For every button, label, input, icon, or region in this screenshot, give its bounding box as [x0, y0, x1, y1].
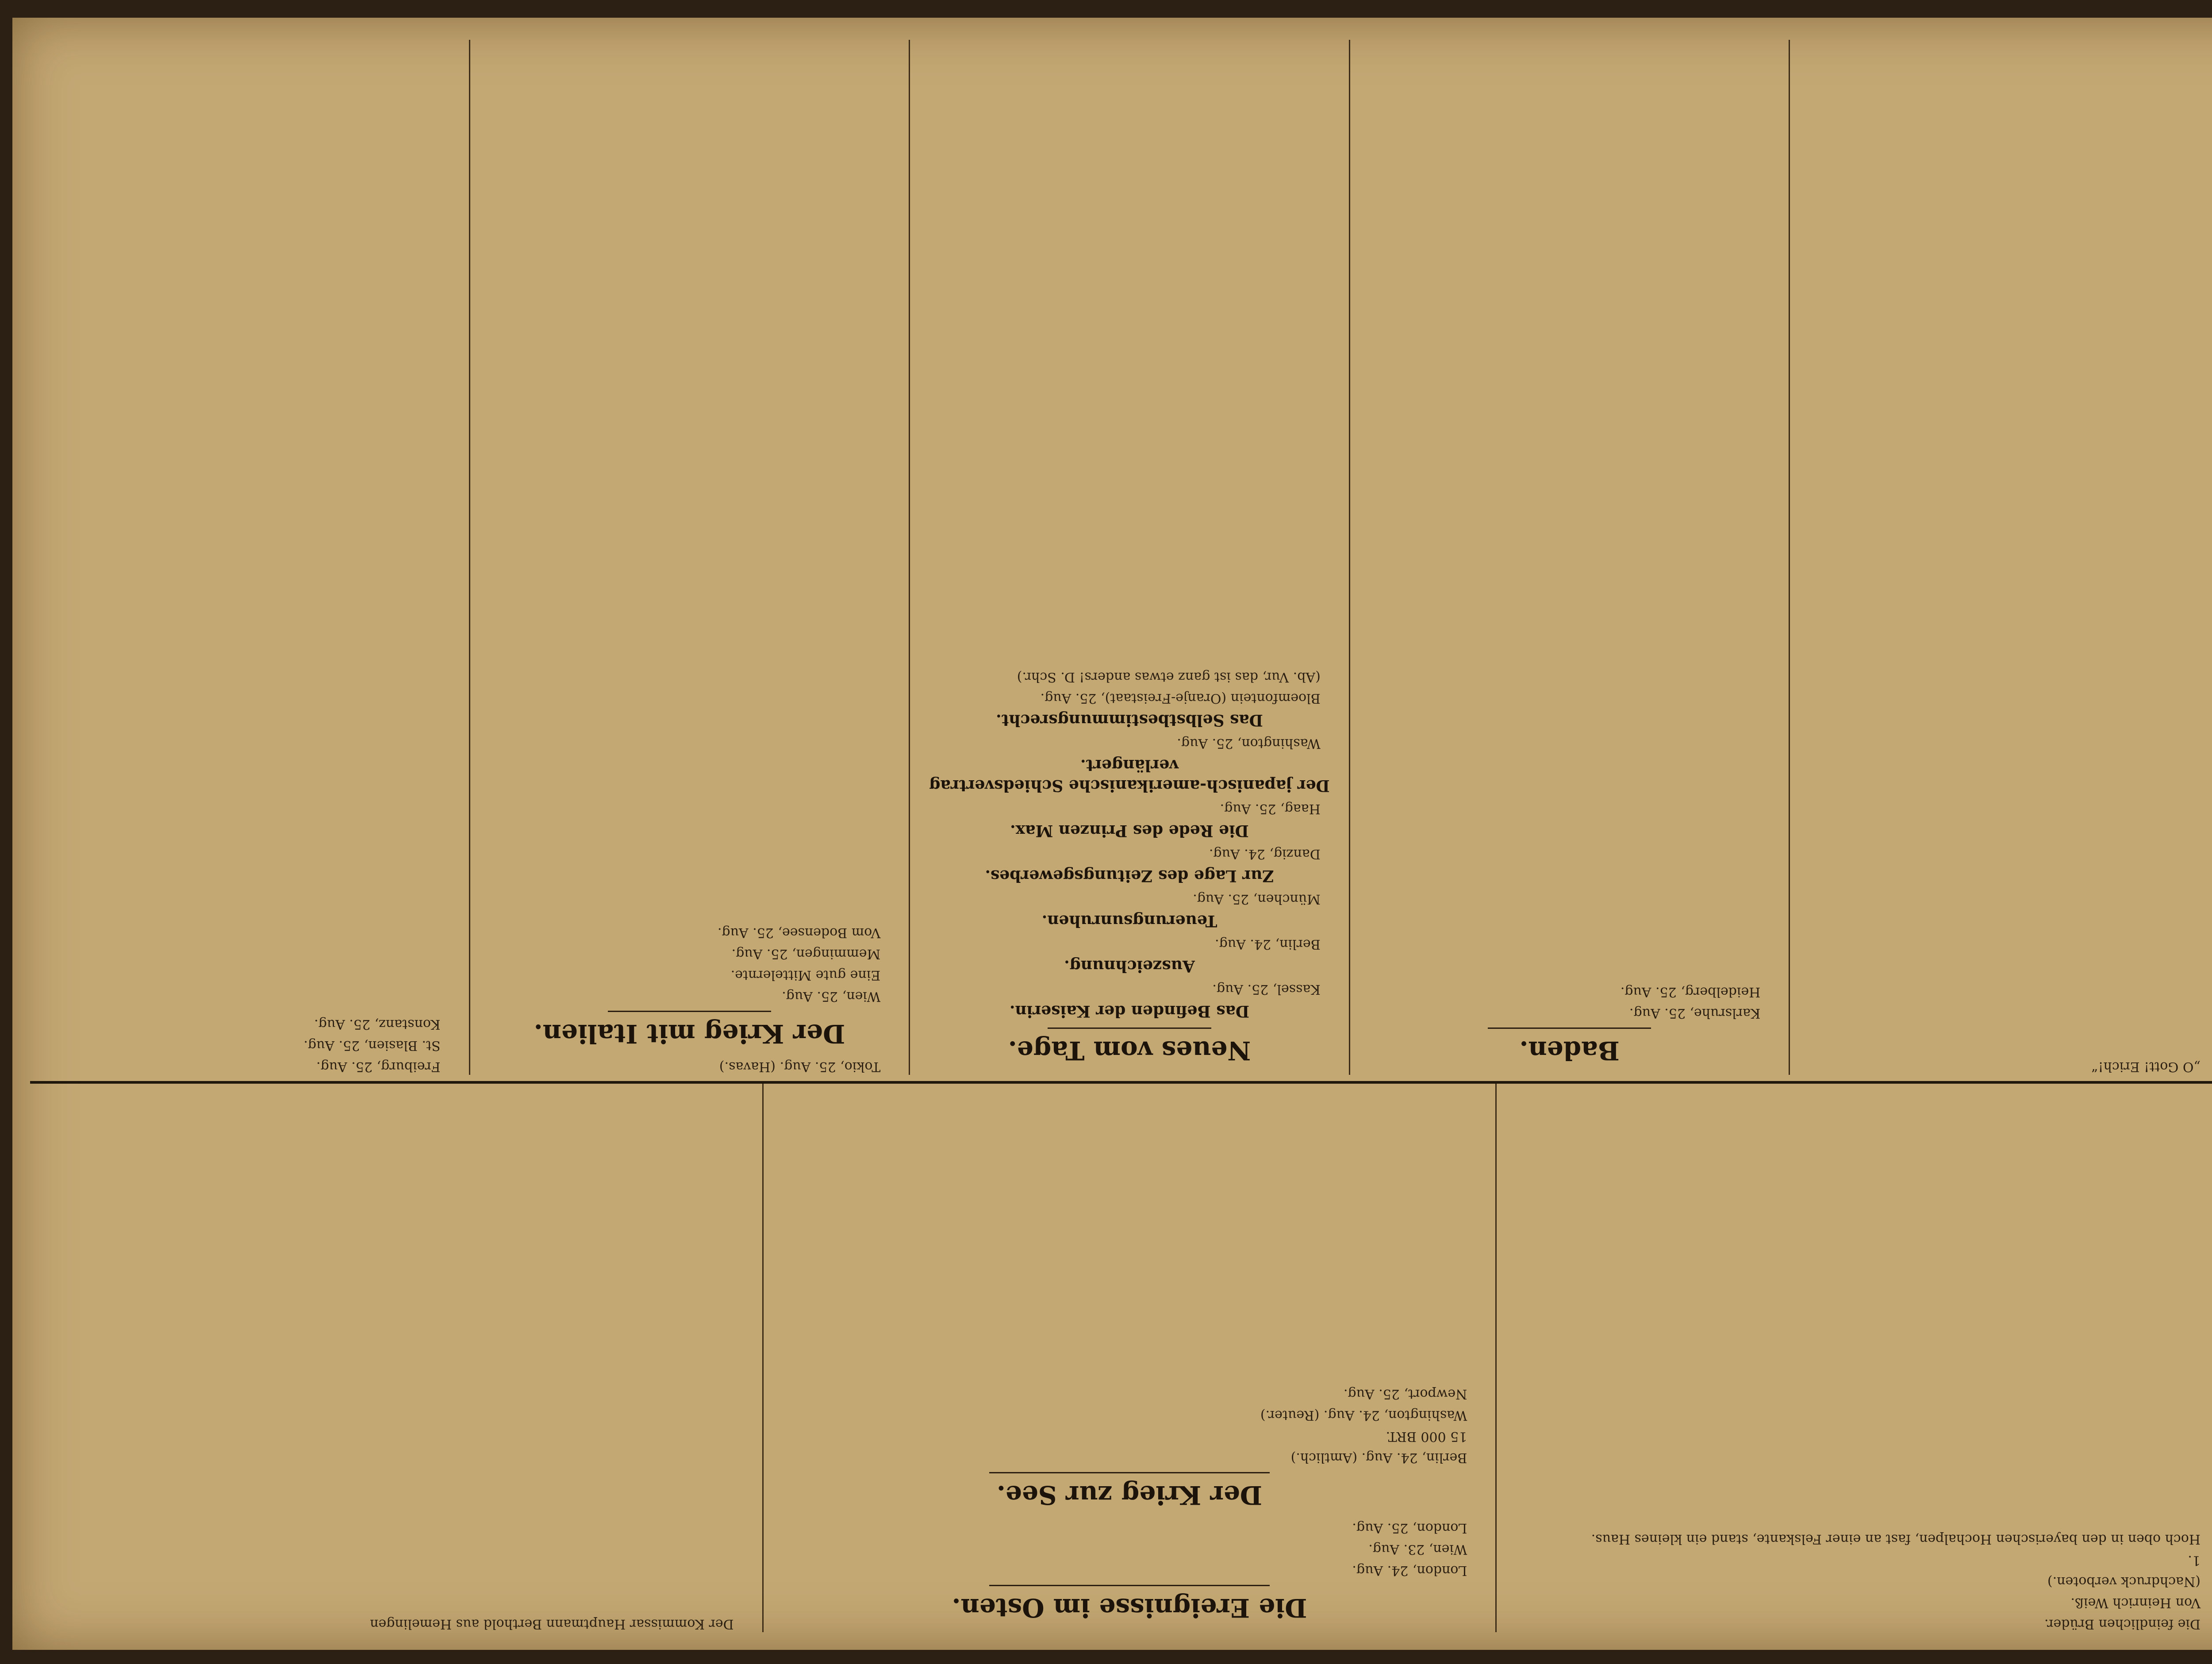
article-paragraph: Vom Bodensee, 25. Aug.	[717, 925, 881, 940]
article-paragraph: Konstanz, 25. Aug.	[314, 1016, 441, 1032]
article-headline: Der Krieg mit Italien.	[534, 1019, 845, 1049]
headline-rule	[1048, 1028, 1211, 1029]
article-paragraph: Hoch oben in den bayerischen Hochalpen, fast an einer Felskante, stand ein kleines Haus.	[1591, 1531, 2200, 1547]
lower-column-4	[469, 40, 909, 1075]
article-paragraph: London, 24. Aug.	[1352, 1563, 1467, 1578]
article-paragraph: Von Heinrich Weiß.	[2070, 1595, 2200, 1610]
article-subheading: Auszeichnung.	[1064, 957, 1195, 975]
article-paragraph: Eine gute Mittelernte.	[730, 967, 881, 983]
article-paragraph: (Ab. Vur, das ist ganz etwas anders! D. Schr.)	[1017, 669, 1321, 685]
headline-rule	[989, 1585, 1270, 1586]
article-subheading: Das Befinden der Kaiserin.	[1009, 1002, 1250, 1020]
article-paragraph: Haag, 25. Aug.	[1220, 801, 1321, 817]
article-paragraph: 15 000 BRT.	[1386, 1429, 1467, 1444]
headline-rule	[989, 1472, 1270, 1473]
article-paragraph: Berlin, 24. Aug. (Amtlich.)	[1290, 1450, 1467, 1465]
article-paragraph: London, 25. Aug.	[1352, 1520, 1467, 1536]
article-paragraph: Freiburg, 25. Aug.	[316, 1059, 441, 1074]
article-paragraph: Wien, 25. Aug.	[782, 989, 881, 1004]
lower-column-2	[1349, 40, 1789, 1075]
article-headline: Neues vom Tage.	[1008, 1035, 1251, 1066]
article-paragraph: Danzig, 24. Aug.	[1209, 846, 1321, 862]
article-paragraph: Heidelberg, 25. Aug.	[1620, 984, 1761, 1000]
lower-column-1	[1789, 40, 2212, 1075]
article-paragraph: Tokio, 25. Aug. (Havas.)	[719, 1059, 881, 1074]
article-paragraph: Der Kommissar Hauptmann Berthold aus Hemelingen	[370, 1616, 734, 1632]
upper-section	[30, 1081, 2212, 1632]
article-subheading: Der japanisch-amerikanische Schiedsvertrag verlängert.	[929, 756, 1330, 795]
article-subheading: Zur Lage des Zeitungsgewerbes.	[985, 867, 1274, 885]
article-paragraph: Washington, 25. Aug.	[1177, 736, 1321, 751]
article-paragraph: Bloemfontein (Oranje-Freistaat), 25. Aug.	[1040, 690, 1321, 706]
rotated-content	[12, 18, 2212, 1650]
article-paragraph: Washington, 24. Aug. (Reuter.)	[1260, 1407, 1467, 1423]
article-paragraph: Die feindlichen Brüder.	[2044, 1616, 2200, 1632]
article-paragraph: (Nachdruck verboten.)	[2047, 1574, 2200, 1589]
article-paragraph: 1.	[2188, 1553, 2200, 1568]
headline-rule	[608, 1011, 771, 1012]
article-paragraph: Wien, 23. Aug.	[1368, 1541, 1467, 1557]
headline-rule	[1488, 1028, 1651, 1029]
article-paragraph: Berlin, 24. Aug.	[1215, 936, 1321, 952]
lower-column-5	[30, 40, 469, 1075]
upper-column-1	[1495, 1084, 2212, 1632]
upper-column-2	[762, 1084, 1496, 1632]
article-paragraph: München, 25. Aug.	[1193, 891, 1321, 907]
article-paragraph: Kassel, 25. Aug.	[1212, 982, 1321, 997]
article-headline: Baden.	[1519, 1035, 1620, 1066]
article-paragraph: St. Blasien, 25. Aug.	[303, 1038, 441, 1053]
upper-column-3	[30, 1084, 762, 1632]
article-paragraph: „O Gott! Erich!“	[2091, 1059, 2200, 1074]
article-headline: Die Ereignisse im Osten.	[952, 1593, 1307, 1623]
lower-column-3	[909, 40, 1349, 1075]
article-headline: Der Krieg zur See.	[996, 1480, 1263, 1510]
lower-section	[30, 40, 2212, 1075]
article-paragraph: Karlsruhe, 25. Aug.	[1629, 1005, 1761, 1021]
article-paragraph: Memmingen, 25. Aug.	[731, 946, 881, 962]
article-subheading: Das Selbstbestimmungsrecht.	[996, 711, 1263, 729]
article-subheading: Die Rede des Prinzen Max.	[1010, 821, 1249, 840]
newspaper-page	[12, 18, 2212, 1650]
article-paragraph: Newport, 25. Aug.	[1343, 1386, 1467, 1402]
article-subheading: Teuerungsunruhen.	[1041, 912, 1217, 930]
